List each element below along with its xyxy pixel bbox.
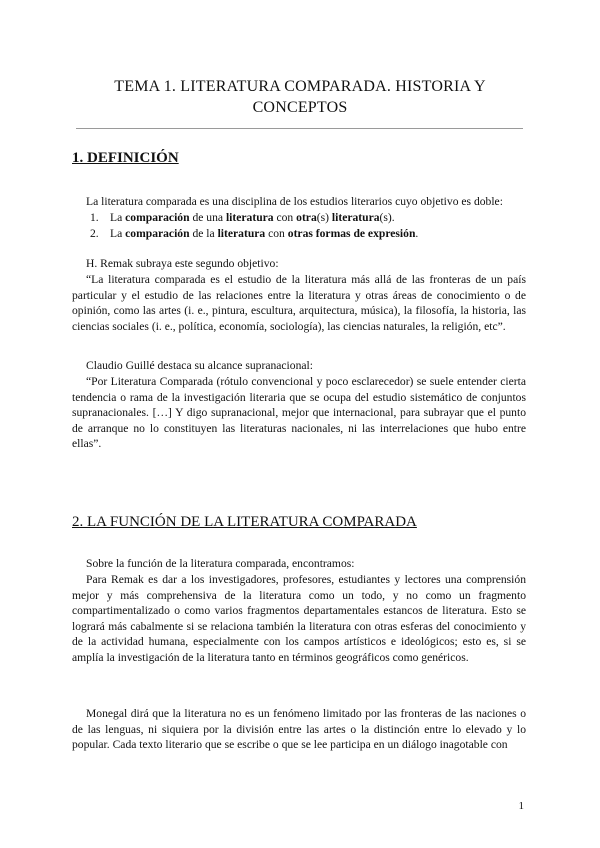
section-2-intro: Sobre la función de la literatura comparada, encontramos:	[86, 557, 355, 570]
page-title: TEMA 1. LITERATURA COMPARADA. HISTORIA Y CONCEPTOS	[114, 78, 486, 116]
page-number: 1	[518, 800, 524, 812]
guille-quote: “Por Literatura Comparada (rótulo convencional y poco esclarecedor) se suele entender cierta tendencia o rama de la investigación literaria que se ocupa del estudio sistemático de conjuntos supranacionales. […] Y digo supranacional, mejor que internacional, para subrayar que el punto de arranque no lo constituyen las literaturas nacionales, ni las interrelaciones que hubo entre ellas”.	[72, 375, 526, 451]
monegal-paragraph: Monegal dirá que la literatura no es un fenómeno limitado por las fronteras de las naciones o de las lenguas, ni siquiera por la división entre las artes o la distinción entre lo elevado y lo popular. Cada texto literario que se escribe o que se lee participa en un diálogo inagotable con	[72, 707, 526, 752]
list-item: 2. La comparación de la literatura con otras formas de expresión.	[90, 226, 419, 240]
section-1-heading: 1. DEFINICIÓN	[72, 150, 179, 166]
objectives-list	[72, 210, 526, 241]
remak-function-paragraph: Para Remak es dar a los investigadores, profesores, estudiantes y lectores una comprensión mejor y más comprehensiva de la literatura como un todo, y no como un fragmento compartimentalizado o como varios fragmentos departamentales estancos de literatura. Esto se logrará más cabalmente si se relaciona también la literatura con otras esferas del conocimiento y de la actividad humana, especialmente con los campos artísticos e ideológicos; esto es, si se amplía la investigación de la literatura tanto en términos geográficos como genéricos.	[72, 573, 526, 664]
remak-quote: “La literatura comparada es el estudio de la literatura más allá de las fronteras de un país particular y el estudio de las relaciones entre la literatura y otras áreas de conocimiento o de opinión, como las artes (i. e., pintura, escultura, arquitectura, música), la filosofía, la historia, las ciencias sociales (i. e., política, economía, sociología), las ciencias naturales, la religión, etc”.	[72, 273, 526, 333]
title-divider	[76, 128, 523, 129]
list-item: 1. La comparación de una literatura con otra(s) literatura(s).	[90, 211, 395, 224]
section-1-intro: La literatura comparada es una disciplina de los estudios literarios cuyo objetivo es doble:	[86, 195, 503, 208]
guille-intro: Claudio Guillé destaca su alcance supranacional:	[86, 359, 313, 372]
remak-intro: H. Remak subraya este segundo objetivo:	[86, 257, 279, 270]
section-2-heading: 2. LA FUNCIÓN DE LA LITERATURA COMPARADA	[72, 514, 417, 530]
